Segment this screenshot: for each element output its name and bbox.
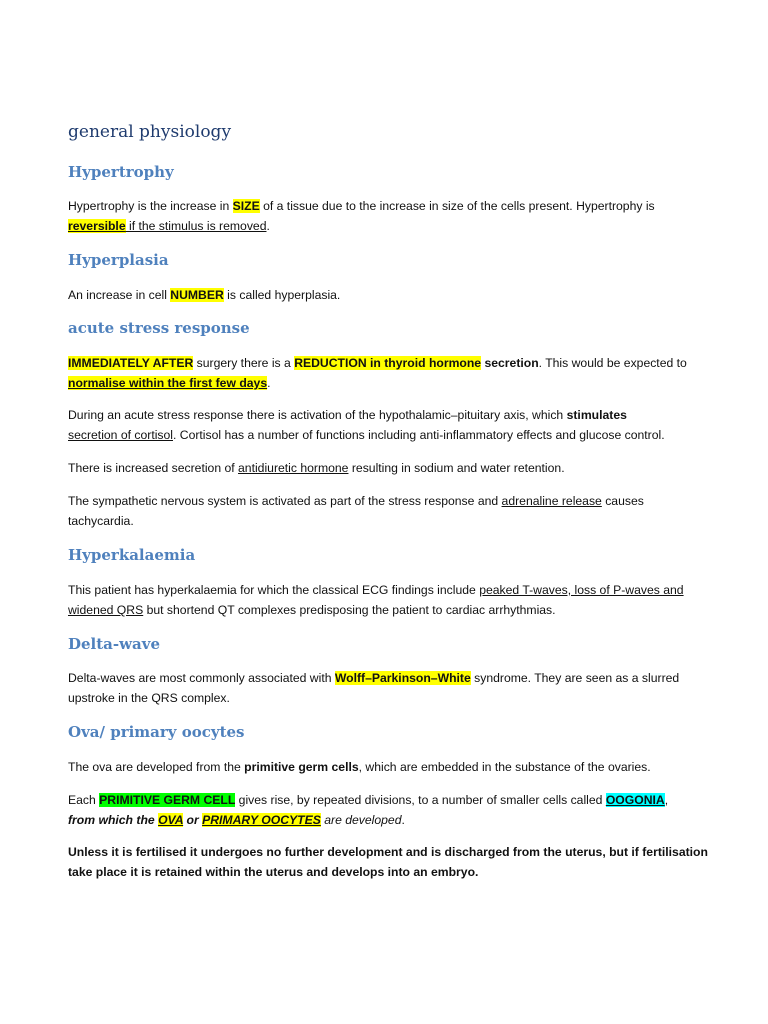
text-span: of a tissue due to the increase in size of the cells present. Hypertrophy is [259, 199, 655, 213]
underline-stimulus: if the stimulus is removed [125, 219, 267, 233]
paragraph-hyperplasia [68, 285, 708, 305]
text-span: is called hyperplasia. [223, 288, 341, 302]
heading-delta-wave: Delta-wave [68, 635, 161, 653]
text-span: causes tachycardia. [68, 494, 644, 528]
text-span: Each [68, 793, 100, 807]
heading-ova: Ova/ primary oocytes [68, 723, 245, 741]
paragraph-stress-3 [68, 458, 708, 478]
text-span: . [401, 813, 405, 827]
text-span: , which are embedded in the substance of the ovaries. [358, 760, 651, 774]
text-span: but shortend QT complexes predisposing the patient to cardiac arrhythmias. [143, 603, 556, 617]
paragraph-stress-1 [68, 353, 708, 393]
underline-adh: antidiuretic hormone [238, 461, 349, 475]
text-span: gives rise, by repeated divisions, to a number of smaller cells called [235, 793, 606, 807]
text-span: During an acute stress response there is activation of the hypothalamic–pituitary axis, which [68, 408, 567, 422]
highlight-thyroid: REDUCTION in thyroid hormone [294, 356, 482, 370]
text-span: syndrome. They are seen as a slurred upstroke in the QRS complex. [68, 671, 680, 705]
highlight-immediately-after: IMMEDIATELY AFTER [68, 356, 194, 370]
paragraph-hypertrophy [68, 196, 708, 236]
bold-stimulates: stimulates [566, 408, 627, 422]
text-span: surgery there is a [193, 356, 295, 370]
bold-secretion: secretion [481, 356, 539, 370]
bold-primitive-germ-cells: primitive germ cells [244, 760, 359, 774]
paragraph-ova-1 [68, 757, 708, 777]
text-span: , [664, 793, 669, 807]
italic-or: or [183, 813, 203, 827]
text-span: . [267, 376, 271, 390]
text-span: . Cortisol has a number of functions including anti-inflammatory effects and glucose control. [173, 428, 665, 442]
highlight-primary-oocytes: PRIMARY OOCYTES [202, 813, 321, 827]
text-span: The ova are developed from the [68, 760, 245, 774]
text-span: This patient has hyperkalaemia for which the classical ECG findings include [68, 583, 480, 597]
highlight-normalise: normalise within the first few days [68, 376, 268, 390]
paragraph-delta-wave [68, 668, 708, 708]
text-span: An increase in cell [68, 288, 171, 302]
paragraph-stress-2 [68, 405, 708, 445]
italic-developed: are developed [320, 813, 402, 827]
highlight-primitive-germ-cell: PRIMITIVE GERM CELL [99, 793, 236, 807]
underline-cortisol: secretion of cortisol [68, 428, 173, 442]
highlight-number: NUMBER [170, 288, 224, 302]
text-span: The sympathetic nervous system is activated as part of the stress response and [68, 494, 502, 508]
paragraph-ova-3 [68, 842, 708, 882]
text-span: There is increased secretion of [68, 461, 239, 475]
paragraph-stress-4 [68, 491, 708, 531]
heading-acute-stress: acute stress response [68, 319, 250, 337]
highlight-wpw: Wolff–Parkinson–White [334, 671, 471, 685]
paragraph-ova-2 [68, 790, 708, 830]
highlight-ova: OVA [158, 813, 184, 827]
text-span: Delta-waves are most commonly associated with [68, 671, 335, 685]
text-span: . This would be expected to [538, 356, 687, 370]
heading-hypertrophy: Hypertrophy [68, 163, 174, 181]
italic-from-which: from which the [68, 813, 159, 827]
underline-adrenaline: adrenaline release [501, 494, 602, 508]
text-span: Hypertrophy is the increase in [68, 199, 233, 213]
paragraph-hyperkalaemia [68, 580, 708, 620]
document-title: general physiology [68, 122, 232, 142]
text-span: . [266, 219, 270, 233]
heading-hyperplasia: Hyperplasia [68, 251, 169, 269]
highlight-oogonia: OOGONIA [605, 793, 665, 807]
heading-hyperkalaemia: Hyperkalaemia [68, 546, 196, 564]
text-span: resulting in sodium and water retention. [348, 461, 565, 475]
bold-fertilisation-text: Unless it is fertilised it undergoes no further development and is discharged from the uterus, but if fertilisation take place it is retained within the uterus and develops into an embryo. [68, 845, 708, 879]
underline-widened-qrs: widened QRS [68, 603, 144, 617]
underline-ecg-findings: peaked T-waves, loss of P-waves and [479, 583, 684, 597]
highlight-size: SIZE [232, 199, 260, 213]
highlight-reversible: reversible [68, 219, 126, 233]
